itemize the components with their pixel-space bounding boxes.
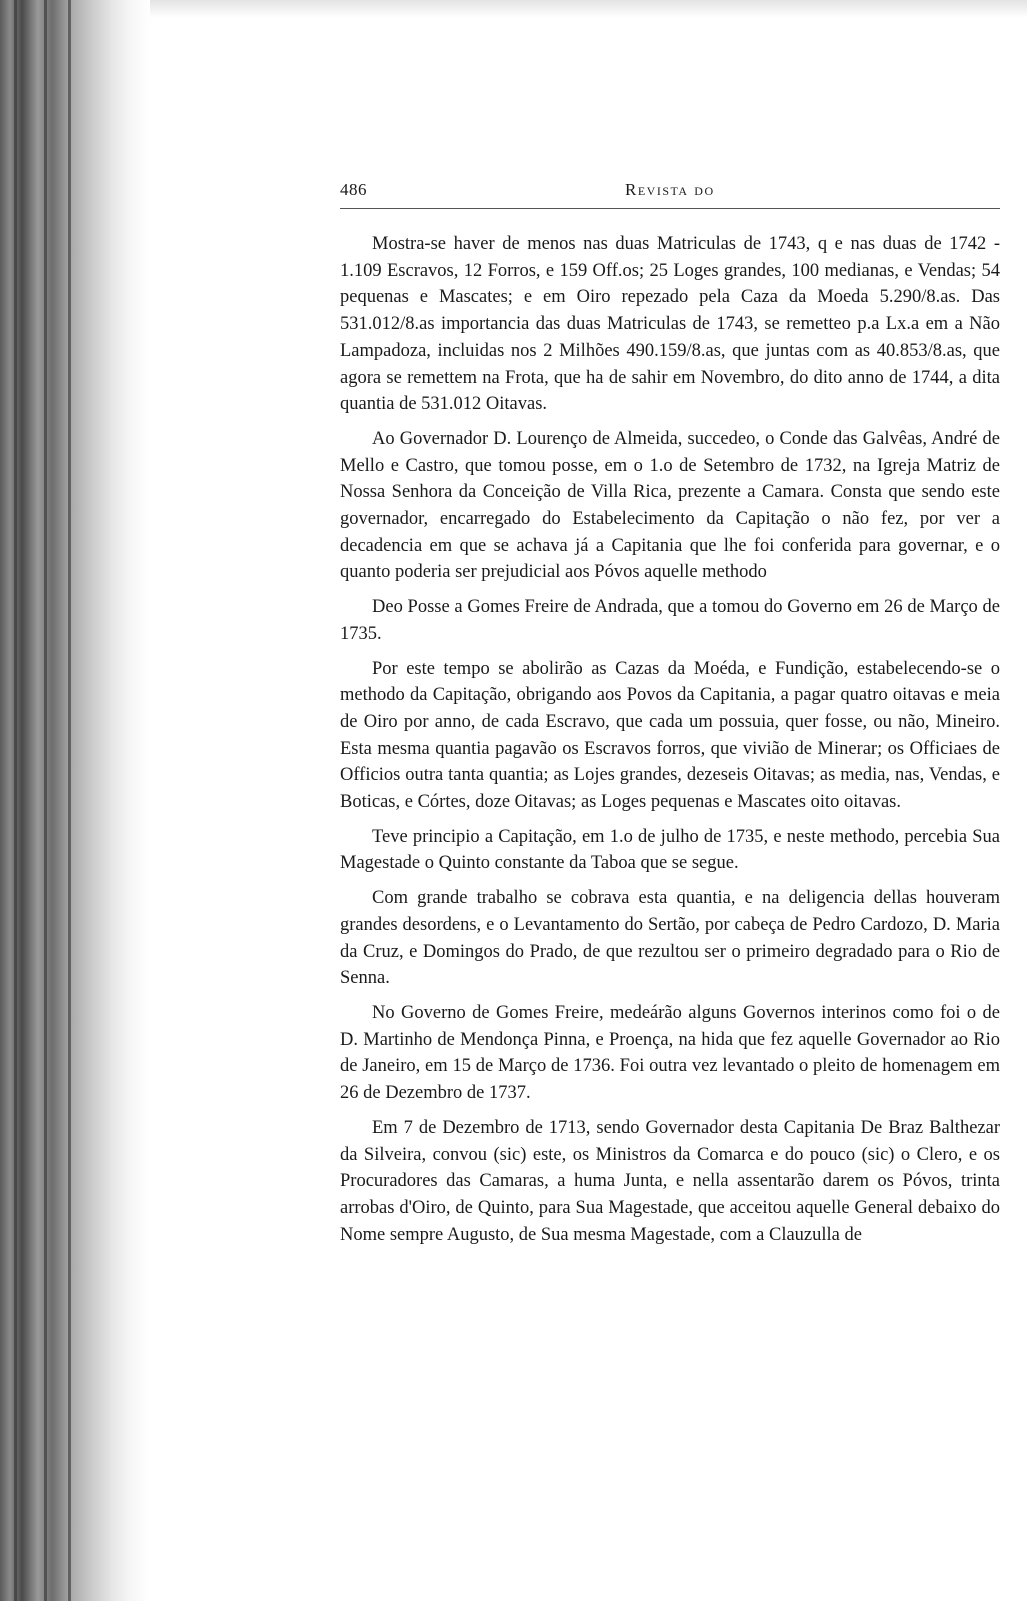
paragraph: Ao Governador D. Lourenço de Almeida, succedeo, o Conde das Galvêas, André de Mello e Castro, que tomou posse, em o 1.o de Setembro de 1732, na Igreja Matriz de Nossa Senhora da Conceição de Villa Rica, prezente a Camara. Consta que sendo este governador, encarregado do Estabelecimento da Capitação o não fez, por ver a decadencia em que se achava já a Capitania que lhe foi conferida para governar, e o quanto poderia ser prejudicial aos Póvos aquelle methodo: [340, 428, 1000, 583]
page-header: [340, 178, 1000, 208]
paragraph: Em 7 de Dezembro de 1713, sendo Governador desta Capitania De Braz Balthezar da Silveira, convou (sic) este, os Ministros da Comarca e do pouco (sic) o Clero, e os Procuradores das Camaras, a huma Junta, e nella assentarão darem os Póvos, trinta arrobas d'Oiro, de Quinto, para Sua Magestade, que acceitou aquelle General debaixo do Nome sempre Augusto, de Sua mesma Magestade, com a Clauzulla de: [340, 1117, 1000, 1245]
page-number: 486: [340, 180, 367, 199]
gutter-line: [14, 0, 17, 1601]
binding-gutter-shadow: [0, 0, 150, 1601]
running-head: Revista do: [625, 180, 715, 199]
paragraph: Teve principio a Capitação, em 1.o de julho de 1735, e neste methodo, percebia Sua Magestade o Quinto constante da Taboa que se segue.: [340, 826, 1000, 874]
header-rule: [340, 208, 1000, 209]
paragraph: Mostra-se haver de menos nas duas Matriculas de 1743, q e nas duas de 1742 - 1.109 Escravos, 12 Forros, e 159 Off.os; 25 Loges grandes, 100 medianas, e Vendas; 54 pequenas e Mascates; e em Oiro repezado pela Caza da Moeda 5.290/8.as. Das 531.012/8.as importancia das duas Matriculas de 1743, se remetteo p.a Lx.a em a Não Lampadoza, incluidas nos 2 Milhões 490.159/8.as, que juntas com as 40.853/8.as, que agora se remettem na Frota, que ha de sahir em Novembro, do dito anno de 1744, a dita quantia de 531.012 Oitavas.: [340, 234, 1000, 415]
paragraph: Deo Posse a Gomes Freire de Andrada, que a tomou do Governo em 26 de Março de 1735.: [340, 597, 1000, 644]
gutter-line: [68, 0, 71, 1601]
paragraph: Com grande trabalho se cobrava esta quantia, e na deligencia dellas houveram grandes desordens, e o Levantamento do Sertão, por cabeça de Pedro Cardozo, D. Maria da Cruz, e Domingos do Prado, de que rezultou ser o primeiro degradado para o Rio de Senna.: [340, 888, 1000, 989]
scan-top-smudge: [150, 0, 1027, 18]
paragraph: Por este tempo se abolirão as Cazas da Moéda, e Fundição, estabelecendo-se o methodo da Capitação, obrigando aos Povos da Capitania, a pagar quatro oitavas e meia de Oiro por anno, de cada Escravo, que cada um possuia, quer fosse, ou não, Mineiro. Esta mesma quantia pagavão os Escravos forros, que vivião de Minerar; os Officiaes de Officios outra tanta quantia; as Lojes grandes, dezeseis Oitavas; as media, nas, Vendas, e Boticas, e Córtes, doze Oitavas; as Loges pequenas e Mascates oito oitavas.: [340, 658, 1000, 813]
paragraph: No Governo de Gomes Freire, medeárão alguns Governos interinos como foi o de D. Martinho de Mendonça Pinna, e Proença, na hida que fez aquelle Governador ao Rio de Janeiro, em 15 de Março de 1736. Foi outra vez levantado o pleito de homenagem em 26 de Dezembro de 1737.: [340, 1002, 1000, 1104]
body-text: [340, 231, 1000, 1248]
gutter-line: [44, 0, 47, 1601]
